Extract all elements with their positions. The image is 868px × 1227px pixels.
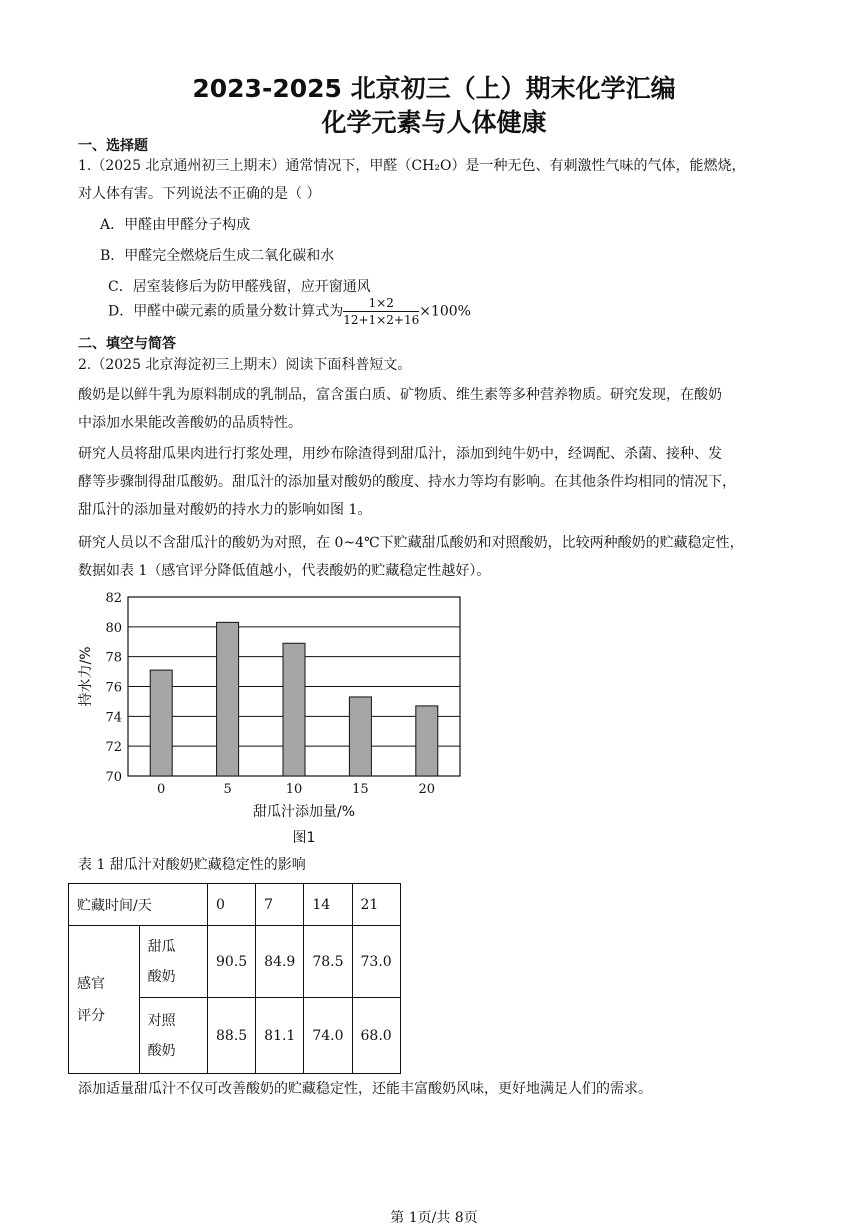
bar (416, 706, 438, 776)
paragraph-2-line-2: 酵等步骤制得甜瓜酸奶。甜瓜汁的添加量对酸奶的酸度、持水力等均有影响。在其他条件均相同的情况下， (78, 474, 736, 490)
row-label-control-yogurt (139, 998, 207, 1074)
header-day: 14 (304, 884, 352, 926)
bar (217, 622, 239, 776)
question-1-line-2: 对人体有害。下列说法不正确的是（ ） (78, 186, 321, 202)
y-axis-label: 持水力/% (78, 646, 94, 707)
table-cell: 88.5 (208, 998, 256, 1074)
y-tick-label: 80 (105, 620, 122, 636)
y-tick-label: 78 (105, 650, 122, 666)
x-tick-label: 0 (157, 782, 166, 797)
paragraph-2-line-3: 甜瓜汁的添加量对酸奶的持水力的影响如图 1。 (78, 502, 372, 518)
header-day: 0 (208, 884, 256, 926)
table-cell: 90.5 (208, 926, 256, 998)
header-day: 7 (256, 884, 304, 926)
table-cell: 78.5 (304, 926, 352, 998)
formula-denominator: 12+1×2+16 (343, 313, 420, 327)
header-day: 21 (352, 884, 400, 926)
x-axis-label: 甜瓜汁添加量/% (252, 804, 356, 820)
y-tick-label: 82 (105, 591, 122, 606)
sensory-score-label (69, 926, 140, 1074)
table-cell: 68.0 (352, 998, 400, 1074)
option-c: C．居室装修后为防甲醛残留，应开窗通风 (108, 279, 371, 295)
question-2-intro: 2.（2025 北京海淀初三上期末）阅读下面科普短文。 (78, 357, 412, 373)
row-label-line-2: 酸奶 (147, 1042, 176, 1059)
x-tick-label: 5 (223, 782, 232, 797)
bar (349, 697, 371, 776)
option-d (108, 296, 471, 327)
table-caption: 表 1 甜瓜汁对酸奶贮藏稳定性的影响 (78, 857, 306, 873)
table-cell: 81.1 (256, 998, 304, 1074)
option-a: A．甲醛由甲醛分子构成 (100, 217, 251, 233)
option-d-suffix: ×100% (419, 303, 471, 320)
question-1-line-1: 1.（2025 北京通州初三上期末）通常情况下，甲醛（CH₂O）是一种无色、有刺激性气味的气体，能燃烧， (78, 158, 746, 174)
table-cell: 84.9 (256, 926, 304, 998)
x-tick-label: 15 (352, 782, 369, 797)
water-holding-bar-chart (70, 585, 480, 850)
row-label-line-2: 酸奶 (147, 968, 176, 985)
page-footer: 第 1页/共 8页 (390, 1210, 478, 1226)
formula-numerator: 1×2 (343, 296, 419, 312)
y-tick-label: 76 (105, 680, 122, 696)
option-b: B．甲醛完全燃烧后生成二氧化碳和水 (100, 248, 335, 264)
paragraph-1-line-2: 中添加水果能改善酸奶的品质特性。 (78, 415, 302, 431)
bar (150, 670, 172, 776)
row-label-line-1: 甜瓜 (147, 938, 176, 955)
sensory-score-label-line-1: 感官 (77, 975, 105, 992)
x-tick-label: 20 (418, 782, 436, 797)
figure-caption: 图1 (292, 830, 316, 846)
row-label-melon-yogurt (139, 926, 207, 998)
table-cell: 73.0 (352, 926, 400, 998)
sensory-score-label-line-2: 评分 (77, 1007, 105, 1024)
page-subtitle: 化学元素与人体健康 (321, 108, 547, 137)
y-tick-label: 70 (105, 770, 122, 785)
paragraph-1-line-1: 酸奶是以鲜牛乳为原料制成的乳制品，富含蛋白质、矿物质、维生素等多种营养物质。研究发现，在酸奶 (78, 387, 722, 403)
bar (283, 643, 305, 776)
paragraph-3-line-1: 研究人员以不含甜瓜汁的酸奶为对照，在 0~4℃下贮藏甜瓜酸奶和对照酸奶，比较两种酸奶的贮藏稳定性， (78, 535, 744, 551)
y-tick-label: 72 (105, 740, 122, 756)
mass-fraction-formula (343, 296, 419, 327)
paragraph-3-line-2: 数据如表 1（感官评分降低值越小，代表酸奶的贮藏稳定性越好）。 (78, 563, 491, 579)
y-tick-label: 74 (105, 710, 122, 726)
paragraph-2-line-1: 研究人员将甜瓜果肉进行打浆处理，用纱布除渣得到甜瓜汁，添加到纯牛奶中，经调配、杀菌、接种、发 (78, 446, 722, 462)
header-storage-time: 贮藏时间/天 (69, 884, 208, 926)
closing-sentence: 添加适量甜瓜汁不仅可改善酸奶的贮藏稳定性，还能丰富酸奶风味，更好地满足人们的需求。 (78, 1081, 652, 1097)
section-heading-fill: 二、填空与简答 (78, 336, 176, 352)
x-tick-label: 10 (285, 782, 303, 797)
row-label-line-1: 对照 (147, 1012, 176, 1029)
option-d-prefix: D．甲醛中碳元素的质量分数计算式为 (108, 303, 344, 320)
page-title: 2023-2025 北京初三（上）期末化学汇编 (192, 74, 676, 103)
storage-stability-table (68, 883, 401, 1074)
table-cell: 74.0 (304, 998, 352, 1074)
section-heading-choice: 一、选择题 (78, 138, 148, 154)
